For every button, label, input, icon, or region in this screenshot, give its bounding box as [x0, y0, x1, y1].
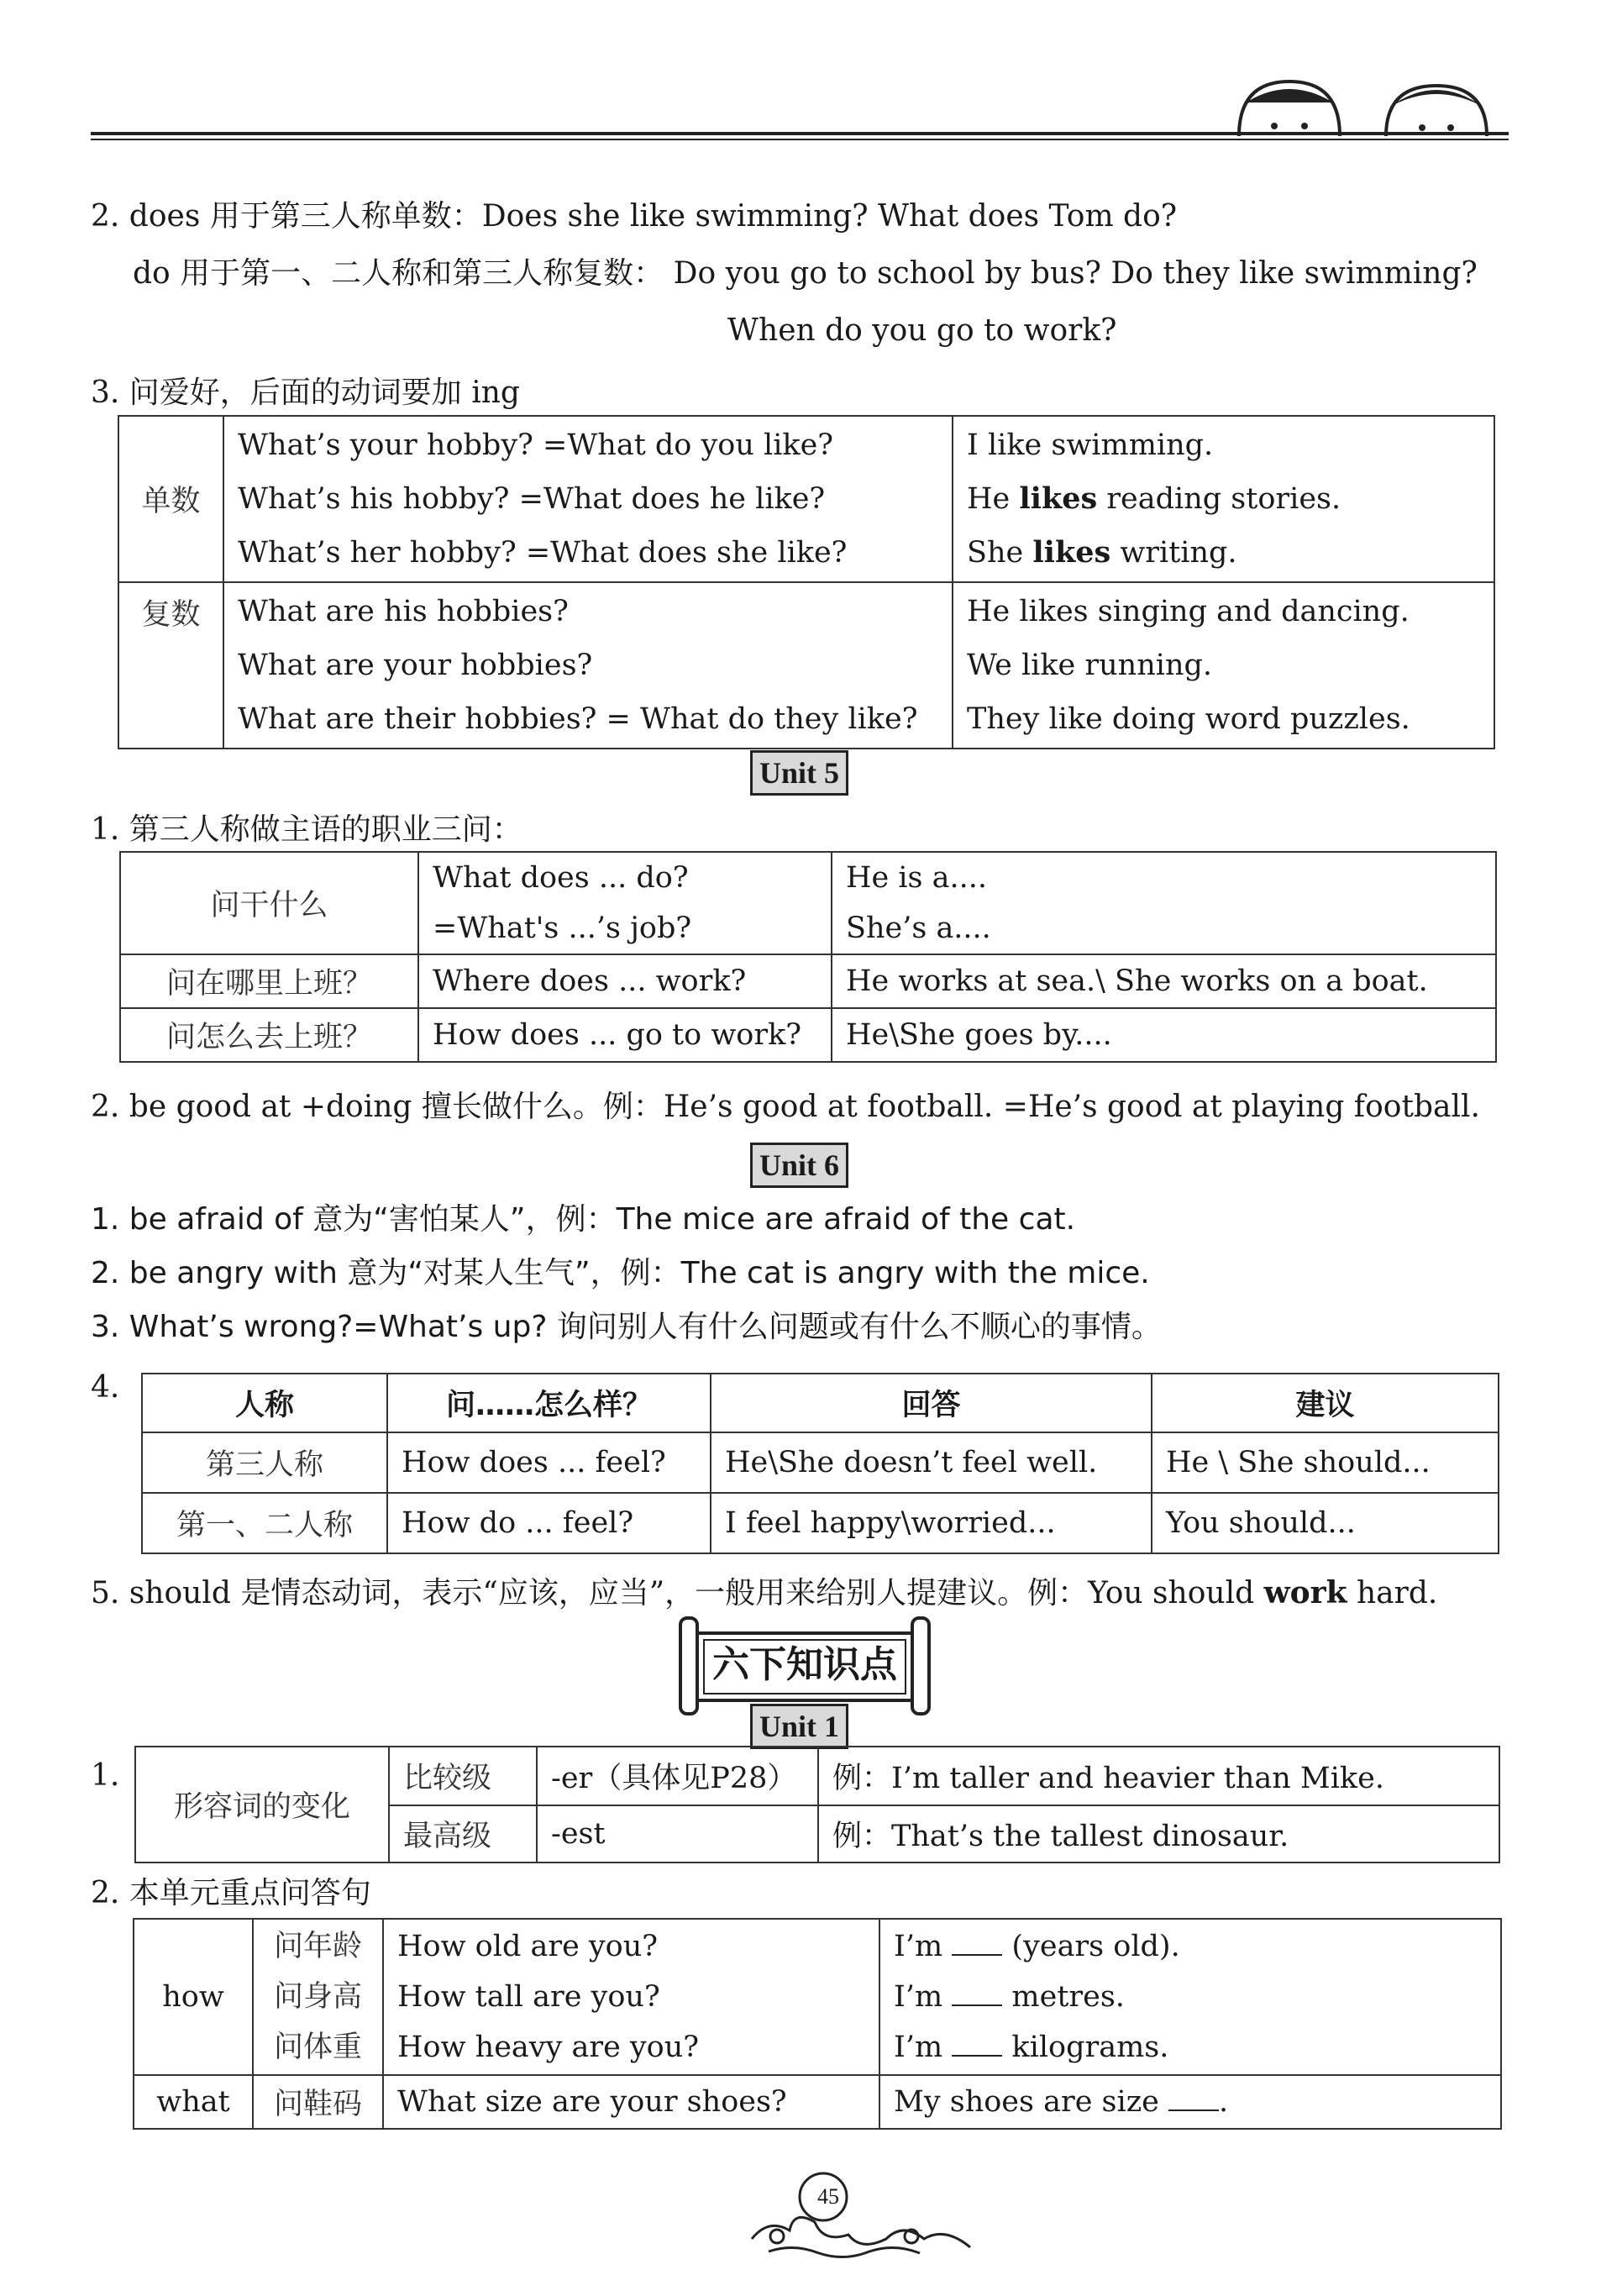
hobby-answer: They like doing word puzzles. [967, 702, 1410, 736]
table-row [142, 1493, 1499, 1553]
plural-label: 复数 [118, 582, 223, 749]
unit6-note-4: 4. [91, 1370, 120, 1405]
note-does-third-person: 2. does 用于第三人称单数：Does she like swimming? What does Tom do? [91, 199, 1178, 234]
hobby-question: What are his hobbies? [238, 595, 569, 628]
hobby-answer: We like running. [967, 649, 1213, 682]
answer-cell: He\She doesn’t feel well. [711, 1432, 1152, 1493]
table-row [118, 416, 1494, 582]
feelings-table [141, 1373, 1499, 1554]
question-cell: What does ... do? =What's ...’s job? [418, 852, 832, 954]
row-label: 问怎么去上班？ [120, 1008, 418, 1062]
table-header-row [142, 1374, 1499, 1432]
row-label: 问干什么 [120, 852, 418, 954]
unit6-note-5: 5. should 是情态动词，表示“应该，应当”，一般用来给别人提建议。例：You should work hard. [91, 1575, 1438, 1610]
question: How tall are you? [397, 1980, 660, 2014]
header-rule [91, 132, 1509, 140]
suffix-cell: -est [537, 1805, 818, 1863]
degree-cell: 最高级 [389, 1805, 537, 1863]
unit1-note-2: 2. 本单元重点问答句 [91, 1876, 371, 1910]
question: How heavy are you? [397, 2031, 700, 2064]
note-hobby-ing: 3. 问爱好，后面的动词要加 ing [91, 376, 520, 410]
what-label: what [134, 2075, 253, 2129]
unit1-note-1: 1. [91, 1758, 120, 1793]
unit1-title: Unit 1 [750, 1704, 848, 1749]
table-row [134, 1919, 1501, 2075]
suffix-cell: -er（具体见P28） [537, 1747, 818, 1805]
question-cell: How does ... go to work? [418, 1008, 832, 1062]
advice-cell: You should... [1152, 1493, 1499, 1553]
answer: I’m kilograms. [894, 2031, 1169, 2064]
question: How old are you? [397, 1930, 659, 1963]
answer: I’m (years old). [894, 1930, 1180, 1963]
degree-cell: 比较级 [389, 1747, 537, 1805]
example-cell: 例：I’m taller and heavier than Mike. [818, 1747, 1499, 1805]
column-header: 人称 [142, 1374, 387, 1432]
hobby-question: What’s his hobby? =What does he like? [238, 482, 826, 516]
table-row [120, 852, 1496, 954]
unit6-note-3: 3. What’s wrong?=What’s up? 询问别人有什么问题或有什么不顺心的事情。 [91, 1310, 1162, 1344]
question-cell: Where does ... work? [418, 954, 832, 1008]
table-row [120, 1008, 1496, 1062]
hobby-answer: She likes writing. [967, 535, 1237, 570]
singular-questions [223, 416, 953, 582]
cloud-ornament-icon [743, 2159, 979, 2268]
question-cell: How does ... feel? [387, 1432, 711, 1493]
row-label: 问在哪里上班？ [120, 954, 418, 1008]
how-answers [879, 1919, 1501, 2075]
answer-cell: He works at sea.\ She works on a boat. [832, 954, 1496, 1008]
adjective-table [134, 1746, 1500, 1863]
example-cell: 例：That’s the tallest dinosaur. [818, 1805, 1499, 1863]
unit5-note-2: 2. be good at +doing 擅长做什么。例：He’s good at football. =He’s good at playing football. [91, 1090, 1480, 1124]
cartoon-faces-icon [1222, 77, 1508, 136]
person-cell: 第一、二人称 [142, 1493, 387, 1553]
hobby-question: What are your hobbies? [238, 649, 593, 682]
key-qa-table [133, 1918, 1502, 2130]
adjective-label: 形容词的变化 [135, 1747, 389, 1863]
note-do-example-work: When do you go to work? [727, 313, 1117, 348]
unit6-note-1: 1. be afraid of 意为“害怕某人”，例：The mice are afraid of the cat. [91, 1202, 1076, 1237]
person-cell: 第三人称 [142, 1432, 387, 1493]
hobby-question: What’s your hobby? =What do you like? [238, 428, 834, 462]
banner-title: 六下知识点 [712, 1643, 897, 1686]
hobby-answer: He likes singing and dancing. [967, 595, 1410, 628]
column-header: 回答 [711, 1374, 1152, 1432]
unit5-note-1: 1. 第三人称做主语的职业三问： [91, 812, 522, 847]
what-answer: My shoes are size . [879, 2075, 1501, 2129]
hobby-answer: He likes reading stories. [967, 481, 1341, 516]
unit5-title: Unit 5 [750, 750, 848, 796]
question-cell: How do ... feel? [387, 1493, 711, 1553]
how-questions [383, 1919, 879, 2075]
hobby-table [118, 415, 1495, 749]
unit6-note-2: 2. be angry with 意为“对某人生气”，例：The cat is angry with the mice. [91, 1256, 1150, 1290]
table-row [142, 1432, 1499, 1493]
column-header: 问……怎么样？ [387, 1374, 711, 1432]
plural-questions [223, 582, 953, 749]
singular-label: 单数 [118, 416, 223, 582]
table-row [134, 2075, 1501, 2129]
answer: I’m metres. [894, 1980, 1125, 2014]
table-row [118, 582, 1494, 749]
hobby-question: What are their hobbies? = What do they like? [238, 702, 918, 736]
what-question: What size are your shoes? [383, 2075, 879, 2129]
answer-cell: I feel happy\worried... [711, 1493, 1152, 1553]
column-header: 建议 [1152, 1374, 1499, 1432]
hobby-answer: I like swimming. [967, 428, 1214, 462]
table-row [135, 1747, 1499, 1805]
advice-cell: He \ She should... [1152, 1432, 1499, 1493]
how-label: how [134, 1919, 253, 2075]
answer-cell: He is a.... She’s a.... [832, 852, 1496, 954]
job-questions-table [119, 851, 1497, 1063]
plural-answers [953, 582, 1494, 749]
how-sub-labels: 问年龄 问身高 问体重 [253, 1919, 383, 2075]
hobby-question: What’s her hobby? =What does she like? [238, 536, 848, 570]
singular-answers [953, 416, 1494, 582]
note-do-first-second-person: do 用于第一、二人称和第三人称复数： Do you go to school by bus? Do they like swimming? [133, 256, 1478, 291]
page-number: 45 [817, 2184, 839, 2209]
answer-cell: He\She goes by.... [832, 1008, 1496, 1062]
what-sub-label: 问鞋码 [253, 2075, 383, 2129]
unit6-title: Unit 6 [750, 1143, 848, 1188]
table-row [120, 954, 1496, 1008]
